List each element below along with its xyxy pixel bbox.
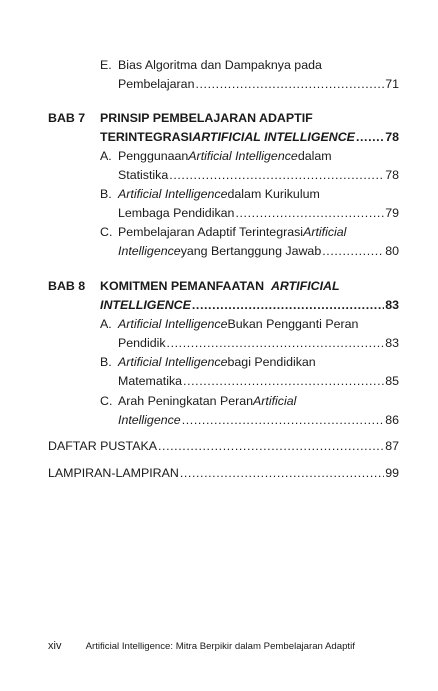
chapter-title: PRINSIP PEMBELAJARAN ADAPTIF xyxy=(100,111,313,125)
toc-item-letter: C. xyxy=(100,394,113,408)
toc-item-title: Artificial Intelligence Bukan Pengganti Peran xyxy=(118,317,359,331)
leader-dots xyxy=(180,464,384,482)
page-number: 71 xyxy=(385,77,399,91)
leader-dots xyxy=(322,242,384,260)
page-number: 78 xyxy=(385,130,399,144)
running-title: Artificial Intelligence: Mitra Berpikir dalam Pembelajaran Adaptif xyxy=(85,641,355,652)
toc-item-letter: B. xyxy=(100,355,112,369)
chapter-label: BAB 8 xyxy=(48,279,86,293)
page-number: 99 xyxy=(385,466,399,480)
page-number: 83 xyxy=(385,336,399,350)
toc-entry-7a[interactable]: Statistika ..... 78 xyxy=(118,166,399,184)
footer-page-number: xiv xyxy=(48,640,62,652)
toc-item-title: Artificial Intelligence dalam Kurikulum xyxy=(118,187,320,201)
toc-entry-daftar-pustaka[interactable]: DAFTAR PUSTAKA ..... 87 xyxy=(48,437,399,455)
toc-entry-lampiran[interactable]: LAMPIRAN-LAMPIRAN ..... 99 xyxy=(48,464,399,482)
toc-entry-8a[interactable]: Pendidik ..... 83 xyxy=(118,334,399,352)
toc-item-title: Artificial Intelligence bagi Pendidikan xyxy=(118,355,316,369)
toc-entry-8c[interactable]: Intelligence ..... 86 xyxy=(118,411,399,429)
page-number: 86 xyxy=(385,413,399,427)
toc-item-letter: E. xyxy=(100,58,112,72)
toc-entry-bab7[interactable]: TERINTEGRASI ARTIFICIAL INTELLIGENCE ..... 78 xyxy=(100,128,399,146)
leader-dots xyxy=(169,166,384,184)
toc-entry-7b[interactable]: Lembaga Pendidikan ..... 79 xyxy=(118,204,399,222)
page-number: 85 xyxy=(385,374,399,388)
toc-item-title: Arah Peningkatan Peran Artificial xyxy=(118,394,297,408)
chapter-title: KOMITMEN PEMANFAATAN ARTIFICIAL xyxy=(100,279,340,293)
leader-dots xyxy=(183,372,384,390)
toc-item-letter: C. xyxy=(100,225,113,239)
page-number: 79 xyxy=(385,206,399,220)
chapter-label: BAB 7 xyxy=(48,111,86,125)
page-footer xyxy=(48,639,355,654)
toc-item-title: Penggunaan Artificial Intelligence dalam xyxy=(118,149,332,163)
toc-item-letter: A. xyxy=(100,149,112,163)
toc-item-title: Pembelajaran Adaptif Terintegrasi Artificial xyxy=(118,225,347,239)
leader-dots xyxy=(195,75,384,93)
toc-entry-bias-algoritma[interactable]: Pembelajaran ..... 71 xyxy=(118,75,399,93)
toc-entry-bab8[interactable]: INTELLIGENCE ..... 83 xyxy=(100,296,399,314)
page-number: 78 xyxy=(385,168,399,182)
page-number: 83 xyxy=(385,298,399,312)
leader-dots xyxy=(167,334,385,352)
leader-dots xyxy=(192,296,384,314)
toc-item-letter: A. xyxy=(100,317,112,331)
page-number: 80 xyxy=(385,244,399,258)
leader-dots xyxy=(356,128,384,146)
leader-dots xyxy=(182,411,385,429)
page-number: 87 xyxy=(385,439,399,453)
toc-item-title: Bias Algoritma dan Dampaknya pada xyxy=(118,58,322,72)
leader-dots xyxy=(235,204,384,222)
toc-entry-7c[interactable]: Intelligence yang Bertanggung Jawab ..... 80 xyxy=(118,242,399,260)
leader-dots xyxy=(158,437,384,455)
toc-item-letter: B. xyxy=(100,187,112,201)
toc-entry-8b[interactable]: Matematika ..... 85 xyxy=(118,372,399,390)
